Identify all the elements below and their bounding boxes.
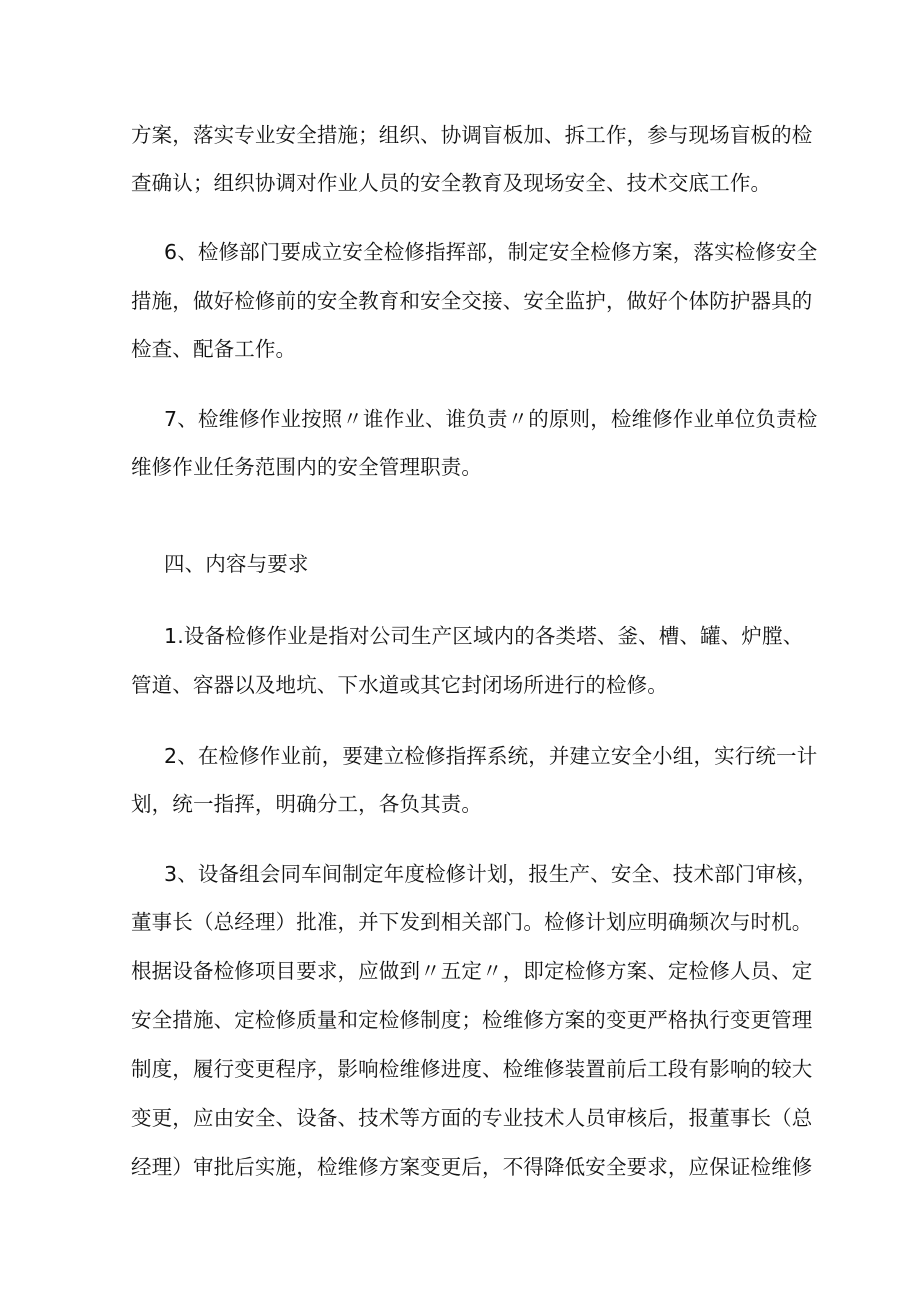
text-line: 根据设备检修项目要求，应做到〃五定〃，即定检修方案、定检修人员、定 [131,959,813,983]
text-line: 安全措施、定检修质量和定检修制度；检维修方案的变更严格执行变更管理 [131,1008,813,1032]
text-line: 措施，做好检修前的安全教育和安全交接、安全监护，做好个体防护器具的 [131,289,813,313]
text-line: 经理）审批后实施，检维修方案变更后，不得降低安全要求，应保证检维修 [131,1155,813,1179]
text-line: 维修作业任务范围内的安全管理职责。 [131,455,483,479]
text-line: 检查、配备工作。 [131,337,297,361]
text-line: 董事长（总经理）批准，并下发到相关部门。检修计划应明确频次与时机。 [131,910,813,934]
text-line: 2、在检修作业前，要建立检修指挥系统，并建立安全小组，实行统一计 [164,744,818,768]
text-line: 7、检维修作业按照〃谁作业、谁负责〃的原则，检维修作业单位负责检 [164,407,818,431]
text-line: 1.设备检修作业是指对公司生产区域内的各类塔、釜、槽、罐、炉膛、 [164,624,804,648]
text-line: 划，统一指挥，明确分工，各负其责。 [131,792,483,816]
text-line: 3、设备组会同车间制定年度检修计划，报生产、安全、技术部门审核， [164,862,818,886]
text-line: 方案，落实专业安全措施；组织、协调盲板加、拆工作，参与现场盲板的检 [131,123,813,147]
text-line: 6、检修部门要成立安全检修指挥部，制定安全检修方案，落实检修安全 [164,240,818,264]
text-line: 变更，应由安全、设备、技术等方面的专业技术人员审核后，报董事长（总 [131,1106,813,1130]
text-line: 制度，履行变更程序，影响检维修进度、检维修装置前后工段有影响的较大 [131,1057,813,1081]
text-line: 查确认；组织协调对作业人员的安全教育及现场安全、技术交底工作。 [131,171,772,195]
text-line: 管道、容器以及地坑、下水道或其它封闭场所进行的检修。 [131,673,668,697]
section-heading: 四、内容与要求 [164,552,309,576]
